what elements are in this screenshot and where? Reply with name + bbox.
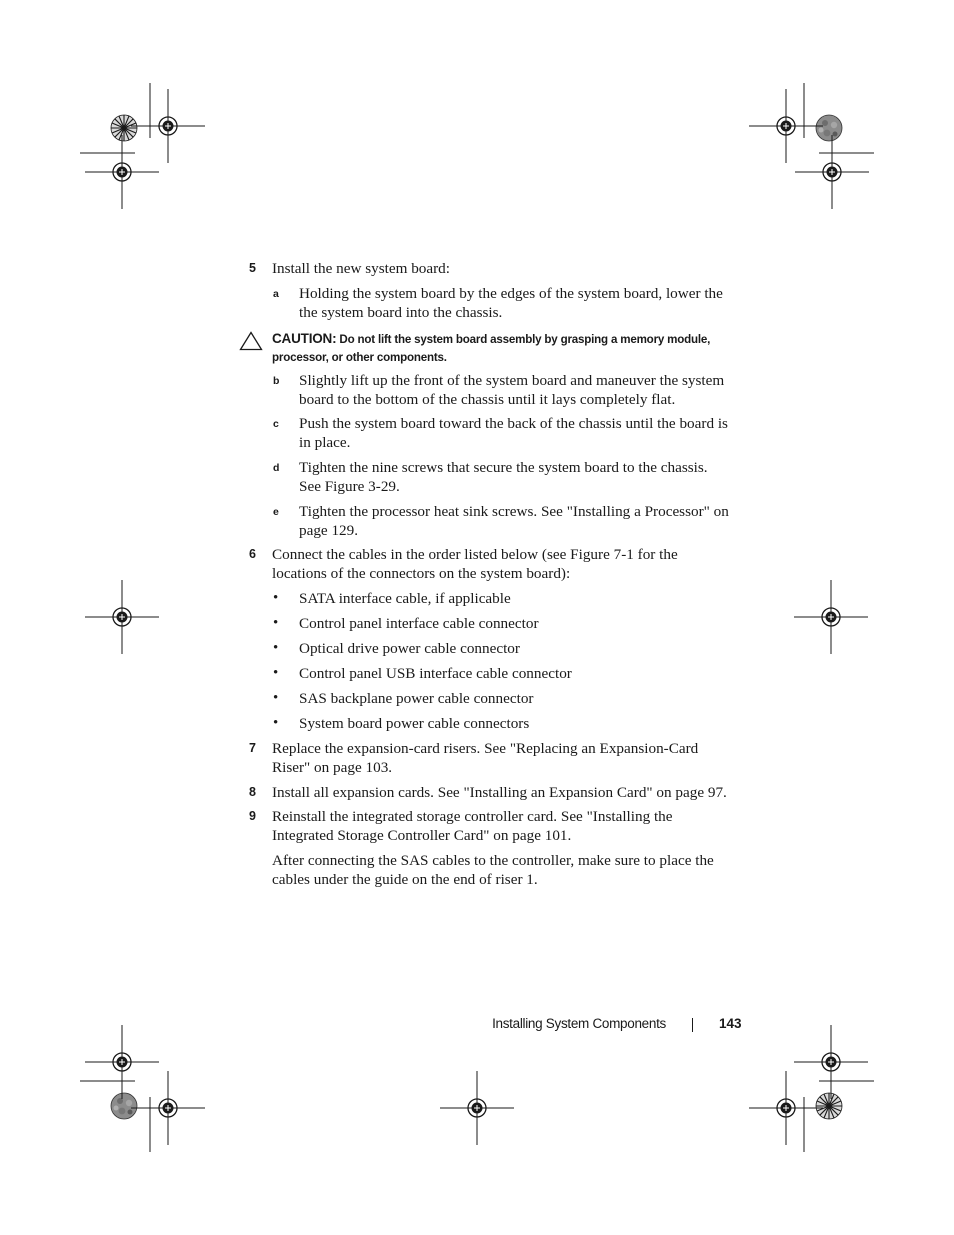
substep-text-line: Slightly lift up the front of the system board and maneuver the system xyxy=(299,372,725,389)
step-number: 6 xyxy=(249,547,256,561)
caution-triangle-icon xyxy=(239,331,263,351)
substep-letter: d xyxy=(273,462,280,474)
substep-text-line: Tighten the processor heat sink screws. See "Installing a Processor" on xyxy=(299,503,729,520)
substep-letter: b xyxy=(273,375,280,387)
substep-text-line: Push the system board toward the back of the chassis until the board is xyxy=(299,415,728,432)
bullet-item: Control panel interface cable connector xyxy=(299,615,539,632)
bullet-marker: • xyxy=(273,690,279,706)
step-text-line: Connect the cables in the order listed below (see Figure 7-1 for the xyxy=(272,546,678,563)
caution-label: CAUTION: xyxy=(272,331,337,346)
substep-text-line: in place. xyxy=(299,434,351,451)
step-number: 9 xyxy=(249,809,256,823)
step-text-line: Riser" on page 103. xyxy=(272,759,393,776)
step-text-line: locations of the connectors on the system board): xyxy=(272,565,571,582)
caution-text-line: Do not lift the system board assembly by grasping a memory module, xyxy=(339,333,711,346)
bullet-marker: • xyxy=(273,665,279,681)
page-number: 143 xyxy=(719,1016,742,1031)
substep-letter: c xyxy=(273,418,279,430)
bullet-item: Optical drive power cable connector xyxy=(299,640,520,657)
step-text-line: Integrated Storage Controller Card" on page 101. xyxy=(272,827,572,844)
substep-text-line: Holding the system board by the edges of the system board, lower the xyxy=(299,285,723,302)
substep-text-line: board to the bottom of the chassis until it lays completely flat. xyxy=(299,391,676,408)
caution-text-line: processor, or other components. xyxy=(272,350,447,364)
bullet-item: System board power cable connectors xyxy=(299,715,530,732)
step-number: 8 xyxy=(249,785,256,799)
substep-letter: e xyxy=(273,506,279,518)
bullet-marker: • xyxy=(273,715,279,731)
bullet-item: Control panel USB interface cable connector xyxy=(299,665,572,682)
step-text: Install the new system board: xyxy=(272,260,450,277)
substep-text-line: Tighten the nine screws that secure the system board to the chassis. xyxy=(299,459,708,476)
step-text-line: Replace the expansion-card risers. See "Replacing an Expansion-Card xyxy=(272,740,699,757)
bullet-item: SAS backplane power cable connector xyxy=(299,690,534,707)
caution-note xyxy=(272,330,742,366)
step-number: 5 xyxy=(249,261,256,275)
substep-letter: a xyxy=(273,288,279,300)
bullet-marker: • xyxy=(273,640,279,656)
bullet-item: SATA interface cable, if applicable xyxy=(299,590,511,607)
step-note-line: cables under the guide on the end of riser 1. xyxy=(272,871,538,888)
step-number: 7 xyxy=(249,741,256,755)
substep-text-line: See Figure 3-29. xyxy=(299,478,400,495)
bullet-marker: • xyxy=(273,615,279,631)
footer-separator xyxy=(692,1018,693,1032)
footer-section-title: Installing System Components xyxy=(492,1016,666,1031)
substep-text-line: page 129. xyxy=(299,522,359,539)
step-text-line: Install all expansion cards. See "Installing an Expansion Card" on page 97. xyxy=(272,784,727,801)
step-note-line: After connecting the SAS cables to the controller, make sure to place the xyxy=(272,852,714,869)
bullet-marker: • xyxy=(273,590,279,606)
step-text-line: Reinstall the integrated storage controller card. See "Installing the xyxy=(272,808,673,825)
substep-text-line: the system board into the chassis. xyxy=(299,304,503,321)
